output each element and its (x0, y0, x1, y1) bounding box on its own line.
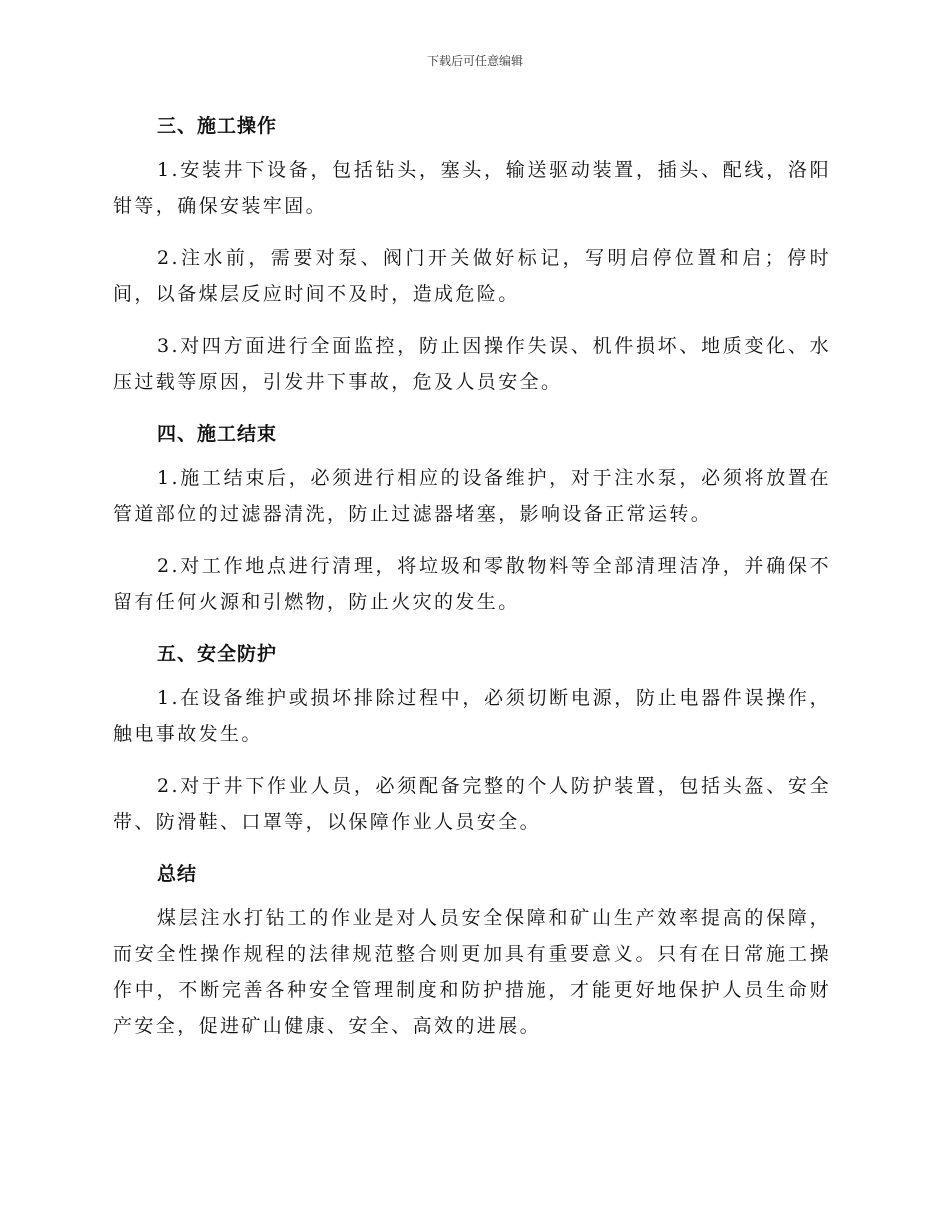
document-body (113, 108, 831, 1060)
paragraph: 1.施工结束后，必须进行相应的设备维护，对于注水泵，必须将放置在管道部位的过滤器清洗，防止过滤器堵塞，影响设备正常运转。 (113, 467, 831, 525)
paragraph: 2.对工作地点进行清理，将垃圾和零散物料等全部清理洁净，并确保不留有任何火源和引燃物，防止火灾的发生。 (113, 555, 831, 613)
section-construction-end (113, 416, 831, 620)
paragraph: 2.注水前，需要对泵、阀门开关做好标记，写明启停位置和启；停时间，以备煤层反应时间不及时，造成危险。 (113, 247, 831, 305)
section-heading: 五、安全防护 (157, 643, 278, 665)
section-summary (113, 856, 831, 1044)
section-construction-operation (113, 108, 831, 400)
section-safety-protection (113, 636, 831, 840)
paragraph: 1.安装井下设备，包括钻头，塞头，输送驱动装置，插头、配线，洛阳钳等，确保安装牢固。 (113, 159, 831, 217)
page-header: 下载后可任意编辑 (426, 54, 523, 68)
section-heading: 三、施工操作 (157, 115, 278, 137)
paragraph: 1.在设备维护或损坏排除过程中，必须切断电源，防止电器件误操作，触电事故发生。 (113, 687, 831, 745)
paragraph: 3.对四方面进行全面监控，防止因操作失误、机件损坏、地质变化、水压过载等原因，引发井下事故，危及人员安全。 (113, 335, 831, 393)
paragraph: 2.对于井下作业人员，必须配备完整的个人防护装置，包括头盔、安全带、防滑鞋、口罩等，以保障作业人员安全。 (113, 775, 831, 833)
section-heading: 四、施工结束 (157, 423, 278, 445)
paragraph: 煤层注水打钻工的作业是对人员安全保障和矿山生产效率提高的保障，而安全性操作规程的法律规范整合则更加具有重要意义。只有在日常施工操作中，不断完善各种安全管理制度和防护措施，才能更好地保护人员生命财产安全，促进矿山健康、安全、高效的进展。 (113, 907, 831, 1037)
section-heading: 总结 (157, 863, 198, 885)
